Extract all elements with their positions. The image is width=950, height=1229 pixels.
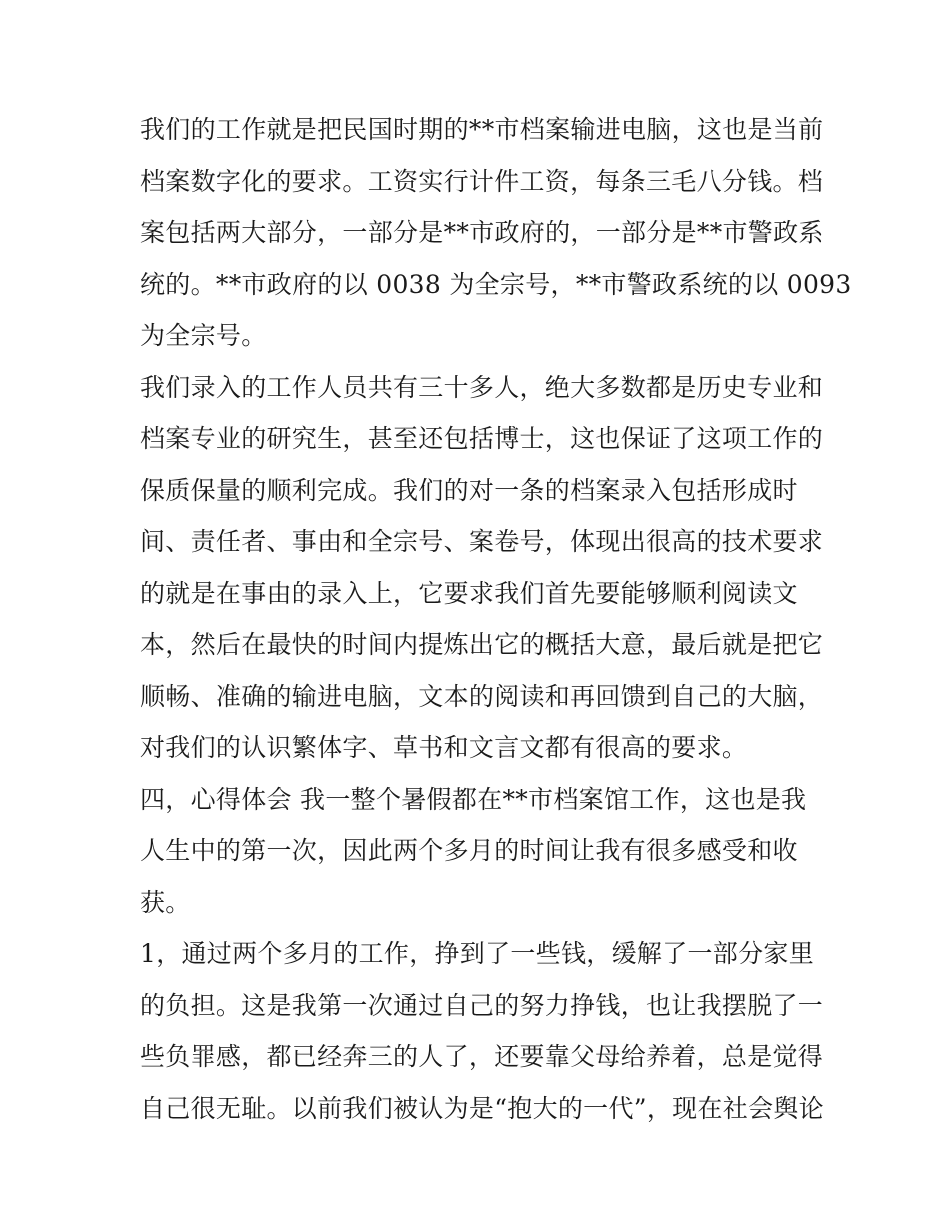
text-line: 获。 bbox=[140, 887, 191, 917]
text-line: 的就是在事由的录入上，它要求我们首先要能够顺利阅读文 bbox=[140, 578, 798, 608]
list-item-line: 1，通过两个多月的工作，挣到了一些钱，缓解了一部分家里 bbox=[140, 939, 815, 968]
text-line: 顺畅、准确的输进电脑，文本的阅读和再回馈到自己的大脑， bbox=[140, 681, 824, 711]
text-line: 我们录入的工作人员共有三十多人，绝大多数都是历史专业和 bbox=[140, 372, 824, 402]
text-line: 保质保量的顺利完成。我们的对一条的档案录入包括形成时 bbox=[140, 475, 798, 505]
text-line: 的负担。这是我第一次通过自己的努力挣钱，也让我摆脱了一 bbox=[140, 990, 824, 1020]
text-line: 案包括两大部分，一部分是**市政府的，一部分是**市警政系 bbox=[140, 218, 824, 247]
text-line: 为全宗号。 bbox=[140, 321, 267, 350]
text-line: 档案数字化的要求。工资实行计件工资，每条三毛八分钱。档 bbox=[140, 166, 824, 196]
text-line: 些负罪感，都已经奔三的人了，还要靠父母给养着，总是觉得 bbox=[140, 1042, 824, 1071]
section-heading-line: 四，心得体会 我一整个暑假都在**市档案馆工作，这也是我 bbox=[140, 784, 807, 814]
text-line: 对我们的认识繁体字、草书和文言文都有很高的要求。 bbox=[140, 733, 748, 762]
text-line: 人生中的第一次，因此两个多月的时间让我有很多感受和收 bbox=[140, 836, 798, 865]
document-body bbox=[140, 104, 852, 1134]
text-line: 间、责任者、事由和全宗号、案卷号，体现出很高的技术要求 bbox=[140, 527, 824, 556]
text-line: 统的。**市政府的以 0038 为全宗号，**市警政系统的以 0093 bbox=[140, 269, 852, 299]
text-line: 自己很无耻。以前我们被认为是“抱大的一代”，现在社会舆论 bbox=[140, 1093, 824, 1123]
text-line: 本，然后在最快的时间内提炼出它的概括大意，最后就是把它 bbox=[140, 630, 824, 659]
text-line: 我们的工作就是把民国时期的**市档案输进电脑，这也是当前 bbox=[140, 115, 824, 144]
text-line: 档案专业的研究生，甚至还包括博士，这也保证了这项工作的 bbox=[140, 424, 824, 453]
